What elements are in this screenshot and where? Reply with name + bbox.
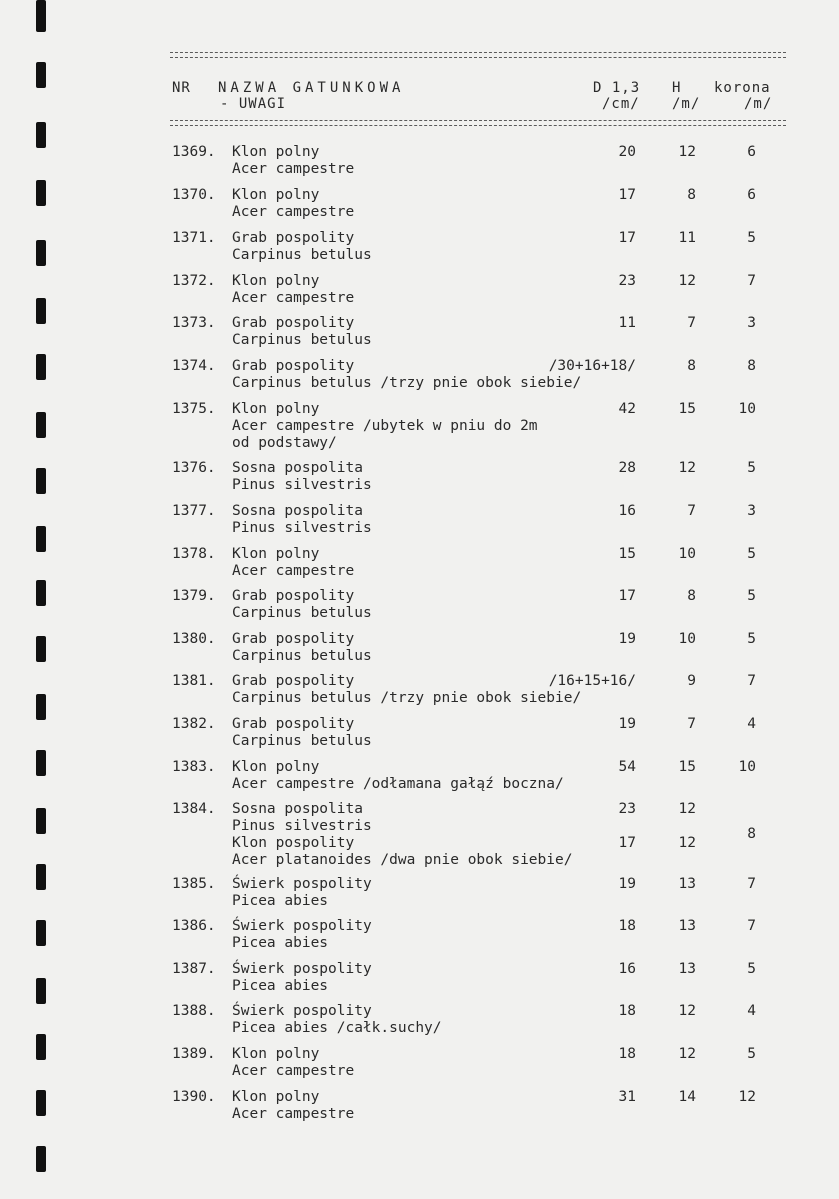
row-crown: 7 [747, 673, 756, 689]
row-crown: 7 [747, 876, 756, 892]
row-name: Klon polny [232, 759, 320, 775]
row-number: 1388. [172, 1003, 216, 1019]
row-name: Grab pospolity [232, 315, 355, 331]
row-crown: 10 [738, 401, 756, 417]
binding-hole [36, 468, 46, 494]
row-number: 1371. [172, 230, 216, 246]
binding-hole [36, 240, 46, 266]
binding-hole [36, 750, 46, 776]
row-name: Sosna pospolita [232, 801, 363, 817]
header-height-unit: /m/ [672, 96, 701, 112]
row-latin: Picea abies [232, 978, 329, 994]
row-height: 7 [687, 315, 696, 331]
row-crown: 3 [747, 315, 756, 331]
row-height: 10 [678, 546, 696, 562]
row-number: 1387. [172, 961, 216, 977]
row-latin: Carpinus betulus [232, 605, 372, 621]
row-latin: Acer campestre [232, 563, 355, 579]
row-number: 1380. [172, 631, 216, 647]
binding-hole [36, 1034, 46, 1060]
row-latin: Carpinus betulus [232, 332, 372, 348]
row-crown: 8 [747, 826, 756, 842]
row-number: 1389. [172, 1046, 216, 1062]
row-number: 1375. [172, 401, 216, 417]
row-height: 12 [678, 273, 696, 289]
binding-hole [36, 526, 46, 552]
row-latin: Carpinus betulus [232, 648, 372, 664]
row-latin: Carpinus betulus [232, 247, 372, 263]
row-latin: Acer campestre [232, 161, 355, 177]
row-name: Sosna pospolita [232, 460, 363, 476]
row-height: 10 [678, 631, 696, 647]
row-height: 13 [678, 961, 696, 977]
row-height: 7 [687, 716, 696, 732]
row-name: Klon polny [232, 187, 320, 203]
row-height: 12 [678, 1003, 696, 1019]
row-diameter: 54 [618, 759, 636, 775]
row-height: 8 [687, 588, 696, 604]
row-diameter: 19 [618, 876, 636, 892]
row-crown: 5 [747, 588, 756, 604]
row-name: Grab pospolity [232, 716, 355, 732]
row-number: 1377. [172, 503, 216, 519]
binding-hole [36, 1090, 46, 1116]
binding-hole [36, 62, 46, 88]
binding-hole [36, 354, 46, 380]
header-height: H [672, 80, 682, 96]
row-name: Klon polny [232, 1046, 320, 1062]
row-height: 12 [678, 801, 696, 817]
header-rule [170, 120, 786, 126]
row-diameter: 23 [618, 273, 636, 289]
row-name: Grab pospolity [232, 588, 355, 604]
row-number: 1384. [172, 801, 216, 817]
binding-hole [36, 978, 46, 1004]
row-crown: 5 [747, 961, 756, 977]
row-crown: 7 [747, 918, 756, 934]
row-height: 12 [678, 460, 696, 476]
binding-hole [36, 412, 46, 438]
row-crown: 4 [747, 1003, 756, 1019]
row-height: 13 [678, 876, 696, 892]
binding-hole [36, 122, 46, 148]
row-height: 15 [678, 759, 696, 775]
row-name: Klon polny [232, 273, 320, 289]
row-number: 1385. [172, 876, 216, 892]
row-crown: 12 [738, 1089, 756, 1105]
row-diameter: 15 [618, 546, 636, 562]
binding-hole [36, 920, 46, 946]
row-name-2: Klon pospolity [232, 835, 355, 851]
binding-hole [36, 694, 46, 720]
binding-hole [36, 636, 46, 662]
row-diameter: 18 [618, 918, 636, 934]
row-latin: Acer campestre /odłamana gałąź boczna/ [232, 776, 564, 792]
binding-hole [36, 580, 46, 606]
row-name: Świerk pospolity [232, 876, 372, 892]
row-diameter: 20 [618, 144, 636, 160]
row-name: Świerk pospolity [232, 918, 372, 934]
header-name: NAZWA GATUNKOWA [218, 80, 405, 96]
row-diameter: 11 [618, 315, 636, 331]
row-latin: Carpinus betulus [232, 733, 372, 749]
row-number: 1382. [172, 716, 216, 732]
row-diameter: 17 [618, 588, 636, 604]
row-diameter: 19 [618, 631, 636, 647]
row-crown: 5 [747, 460, 756, 476]
row-crown: 3 [747, 503, 756, 519]
row-name: Klon polny [232, 1089, 320, 1105]
row-height: 12 [678, 1046, 696, 1062]
row-latin: Pinus silvestris [232, 477, 372, 493]
row-crown: 5 [747, 631, 756, 647]
row-latin: Carpinus betulus /trzy pnie obok siebie/ [232, 375, 582, 391]
row-number: 1376. [172, 460, 216, 476]
row-height: 15 [678, 401, 696, 417]
row-name: Grab pospolity [232, 358, 355, 374]
header-diameter: D 1,3 [593, 80, 641, 96]
row-number: 1373. [172, 315, 216, 331]
row-crown: 5 [747, 546, 756, 562]
row-crown: 10 [738, 759, 756, 775]
row-number: 1372. [172, 273, 216, 289]
row-note: od podstawy/ [232, 435, 337, 451]
row-diameter: 16 [618, 961, 636, 977]
row-crown: 5 [747, 1046, 756, 1062]
row-name: Grab pospolity [232, 631, 355, 647]
row-diameter: /16+15+16/ [548, 673, 636, 689]
row-diameter: 17 [618, 187, 636, 203]
row-crown: 4 [747, 716, 756, 732]
row-name: Klon polny [232, 144, 320, 160]
row-diameter: /30+16+18/ [548, 358, 636, 374]
row-number: 1386. [172, 918, 216, 934]
row-latin: Picea abies [232, 935, 329, 951]
row-diameter: 31 [618, 1089, 636, 1105]
row-diameter: 16 [618, 503, 636, 519]
row-latin: Acer campestre [232, 1106, 355, 1122]
row-name: Klon polny [232, 401, 320, 417]
row-number: 1381. [172, 673, 216, 689]
row-number: 1370. [172, 187, 216, 203]
binding-hole [36, 1146, 46, 1172]
inventory-sheet [170, 52, 786, 1122]
row-height: 9 [687, 673, 696, 689]
row-number: 1379. [172, 588, 216, 604]
row-crown: 6 [747, 144, 756, 160]
row-number: 1378. [172, 546, 216, 562]
row-height-2: 12 [678, 835, 696, 851]
row-name: Świerk pospolity [232, 961, 372, 977]
header-diameter-unit: /cm/ [602, 96, 640, 112]
header-uwagi: - UWAGI [220, 96, 287, 112]
row-crown: 6 [747, 187, 756, 203]
row-latin: Acer campestre [232, 290, 355, 306]
binding-hole [36, 864, 46, 890]
row-latin: Acer campestre [232, 204, 355, 220]
row-latin-2: Acer platanoides /dwa pnie obok siebie/ [232, 852, 573, 868]
row-latin: Picea abies /całk.suchy/ [232, 1020, 442, 1036]
row-diameter: 17 [618, 230, 636, 246]
row-crown: 5 [747, 230, 756, 246]
row-diameter: 42 [618, 401, 636, 417]
binding-hole [36, 298, 46, 324]
row-latin: Acer campestre /ubytek w pniu do 2m [232, 418, 538, 434]
row-name: Sosna pospolita [232, 503, 363, 519]
header-crown-unit: /m/ [744, 96, 773, 112]
row-height: 14 [678, 1089, 696, 1105]
binding-hole [36, 808, 46, 834]
row-diameter: 19 [618, 716, 636, 732]
row-diameter: 18 [618, 1046, 636, 1062]
row-latin: Picea abies [232, 893, 329, 909]
row-diameter: 18 [618, 1003, 636, 1019]
row-diameter: 23 [618, 801, 636, 817]
row-number: 1390. [172, 1089, 216, 1105]
row-crown: 7 [747, 273, 756, 289]
row-latin: Acer campestre [232, 1063, 355, 1079]
row-crown: 8 [747, 358, 756, 374]
row-latin: Pinus silvestris [232, 520, 372, 536]
row-height: 12 [678, 144, 696, 160]
header-crown: korona [714, 80, 771, 96]
binding-hole [36, 0, 46, 32]
binding-hole [36, 180, 46, 206]
row-number: 1374. [172, 358, 216, 374]
header-nr: NR [172, 80, 191, 96]
row-name: Świerk pospolity [232, 1003, 372, 1019]
row-latin: Pinus silvestris [232, 818, 372, 834]
binding-holes [36, 0, 50, 1199]
row-height: 13 [678, 918, 696, 934]
row-name: Klon polny [232, 546, 320, 562]
row-name: Grab pospolity [232, 230, 355, 246]
row-latin: Carpinus betulus /trzy pnie obok siebie/ [232, 690, 582, 706]
row-diameter: 28 [618, 460, 636, 476]
row-name: Grab pospolity [232, 673, 355, 689]
row-height: 8 [687, 358, 696, 374]
row-height: 11 [678, 230, 696, 246]
row-height: 8 [687, 187, 696, 203]
row-diameter-2: 17 [618, 835, 636, 851]
row-number: 1369. [172, 144, 216, 160]
table-header [170, 58, 786, 120]
row-number: 1383. [172, 759, 216, 775]
row-height: 7 [687, 503, 696, 519]
